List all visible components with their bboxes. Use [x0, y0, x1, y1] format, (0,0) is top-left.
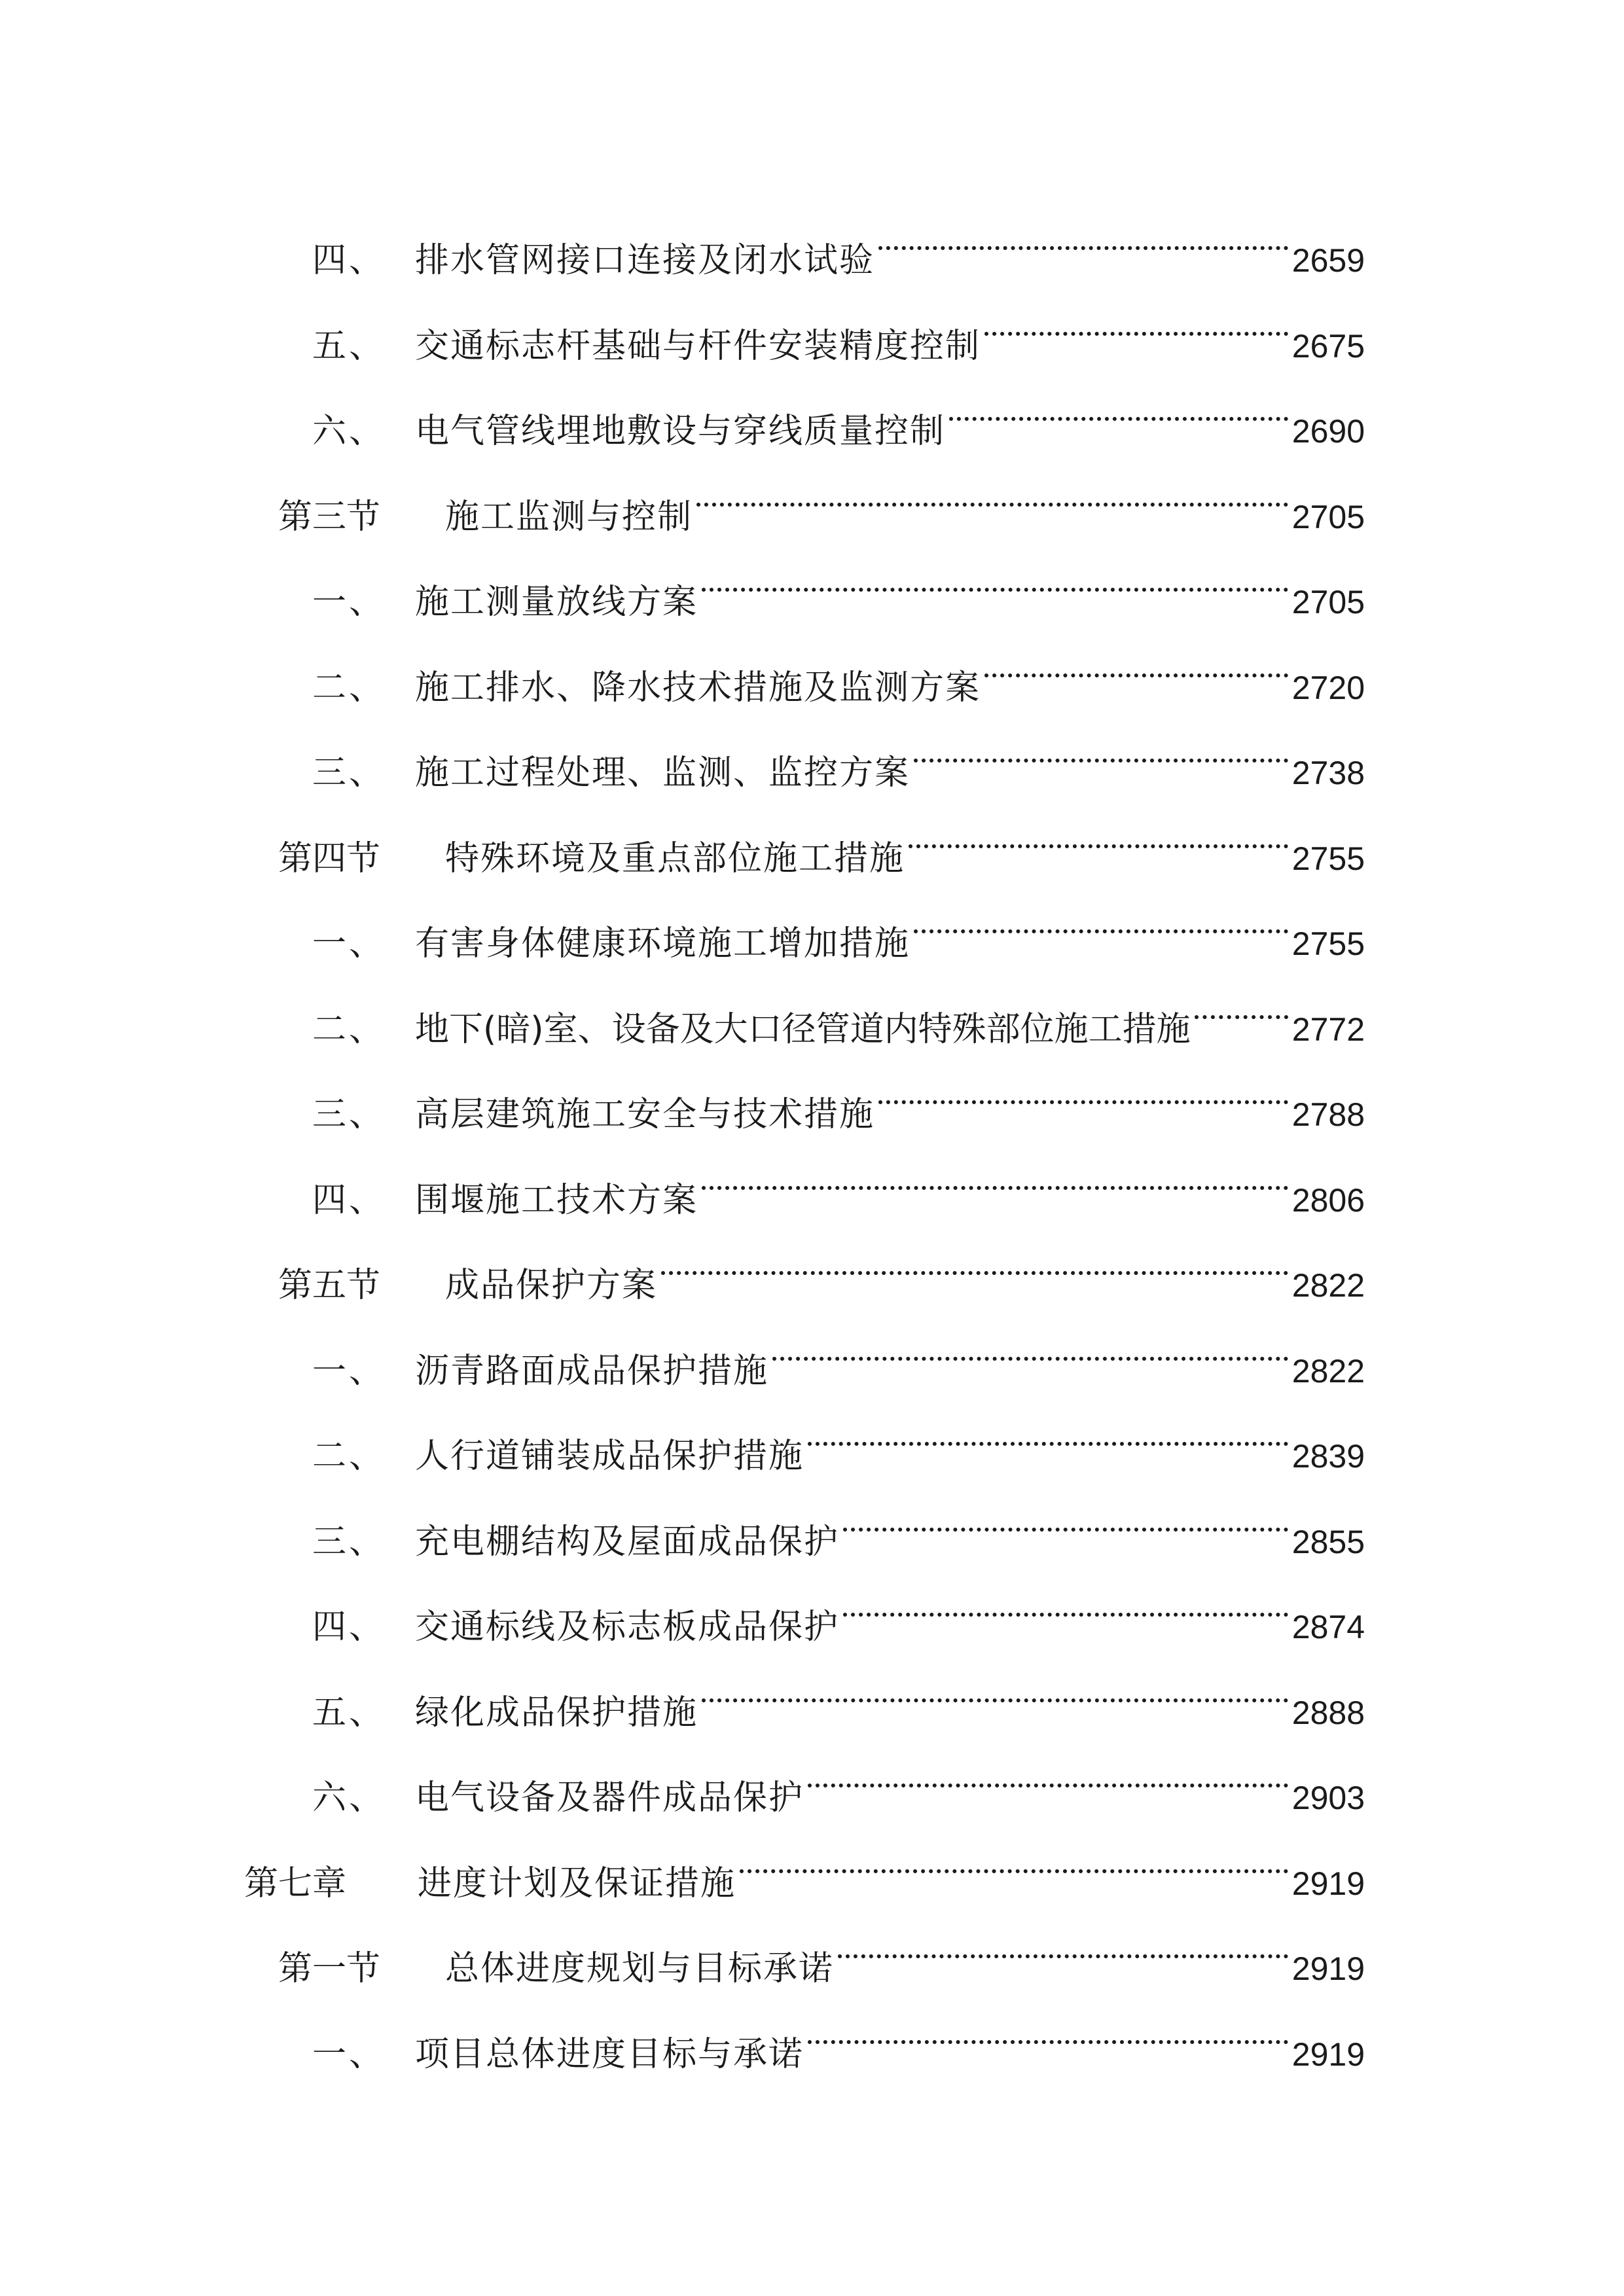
toc-entry-page-number: 2839 — [1291, 1438, 1365, 1475]
toc-dot-leader — [909, 798, 1288, 870]
toc-entry-number: 二、 — [312, 1437, 386, 1476]
toc-entry[interactable] — [0, 1566, 1624, 1647]
toc-entry[interactable] — [0, 285, 1624, 366]
toc-entry-page-number: 2675 — [1291, 327, 1365, 365]
toc-dot-leader — [808, 1737, 1288, 1809]
toc-entry[interactable] — [0, 712, 1624, 793]
toc-dot-leader — [702, 1139, 1288, 1211]
toc-entry-page-number: 2705 — [1291, 584, 1365, 620]
toc-entry-page-number: 2659 — [1291, 242, 1365, 279]
toc-entry-number: 二、 — [312, 1009, 386, 1049]
toc-entry-number: 第三节 — [278, 497, 381, 537]
toc-entry-title: 进度计划及保证措施 — [418, 1863, 736, 1903]
toc-entry-title: 交通标线及标志板成品保护 — [415, 1607, 840, 1647]
toc-entry[interactable] — [0, 1395, 1624, 1476]
toc-entry-page-number: 2788 — [1291, 1096, 1365, 1133]
toc-entry[interactable] — [0, 370, 1624, 451]
toc-entry-title: 电气管线埋地敷设与穿线质量控制 — [415, 412, 946, 451]
toc-entry[interactable] — [0, 1054, 1624, 1134]
toc-dot-leader — [702, 1652, 1288, 1724]
toc-entry-number: 三、 — [312, 753, 386, 793]
toc-entry-number: 二、 — [312, 668, 386, 708]
toc-entry-number: 六、 — [312, 412, 386, 451]
toc-entry[interactable] — [0, 1652, 1624, 1732]
toc-entry[interactable] — [0, 1994, 1624, 2074]
toc-entry-number: 六、 — [312, 1778, 386, 1818]
toc-entry-title: 高层建筑施工安全与技术措施 — [415, 1095, 875, 1134]
toc-entry[interactable] — [0, 1823, 1624, 1903]
toc-entry-page-number: 2919 — [1291, 1950, 1365, 1987]
toc-entry-number: 第一节 — [278, 1949, 381, 1988]
toc-entry-page-number: 2822 — [1291, 1267, 1365, 1304]
toc-entry-number: 四、 — [312, 1607, 386, 1647]
toc-entry[interactable] — [0, 1225, 1624, 1305]
toc-entry-number: 第五节 — [278, 1266, 381, 1305]
toc-entry[interactable] — [0, 1139, 1624, 1220]
toc-entry-page-number: 2806 — [1291, 1181, 1365, 1219]
toc-entry-number: 一、 — [312, 1351, 386, 1391]
toc-dot-leader — [808, 1994, 1288, 2066]
toc-entry-page-number: 2720 — [1291, 669, 1365, 706]
toc-entry-page-number: 2690 — [1291, 413, 1365, 450]
toc-entry-title: 交通标志杆基础与杆件安装精度控制 — [415, 326, 981, 366]
toc-entry-title: 围堰施工技术方案 — [415, 1180, 698, 1220]
toc-dot-leader — [772, 1310, 1288, 1382]
toc-entry-page-number: 2903 — [1291, 1780, 1365, 1816]
toc-entry-title: 施工监测与控制 — [445, 497, 693, 537]
toc-entry[interactable] — [0, 969, 1624, 1049]
toc-entry-page-number: 2738 — [1291, 755, 1365, 791]
toc-dot-leader — [740, 1823, 1288, 1895]
toc-entry-title: 绿化成品保护措施 — [415, 1693, 698, 1732]
toc-dot-leader — [808, 1395, 1288, 1467]
toc-dot-leader — [878, 1054, 1288, 1126]
toc-entry-number: 一、 — [312, 583, 386, 622]
toc-entry-title: 地下(暗)室、设备及大口径管道内特殊部位施工措施 — [415, 1009, 1191, 1049]
toc-entry[interactable] — [0, 541, 1624, 622]
toc-dot-leader — [843, 1481, 1288, 1553]
toc-entry-page-number: 2874 — [1291, 1609, 1365, 1645]
toc-entry-title: 沥青路面成品保护措施 — [415, 1351, 769, 1391]
toc-entry-title: 成品保护方案 — [445, 1266, 658, 1305]
toc-dot-leader — [661, 1225, 1288, 1297]
toc-entry-page-number: 2919 — [1291, 1865, 1365, 1902]
toc-entry-title: 施工过程处理、监测、监控方案 — [415, 753, 911, 793]
toc-entry-page-number: 2855 — [1291, 1523, 1365, 1560]
toc-dot-leader — [984, 627, 1288, 699]
toc-entry-title: 充电棚结构及屋面成品保护 — [415, 1522, 840, 1562]
toc-entry-number: 三、 — [312, 1095, 386, 1134]
toc-entry-number: 四、 — [312, 241, 386, 280]
toc-entry-title: 总体进度规划与目标承诺 — [445, 1949, 835, 1988]
toc-entry[interactable] — [0, 1310, 1624, 1391]
toc-entry-number: 一、 — [312, 924, 386, 963]
toc-entry-page-number: 2772 — [1291, 1011, 1365, 1048]
toc-entry-number: 五、 — [312, 326, 386, 366]
toc-dot-leader — [843, 1566, 1288, 1638]
toc-entry[interactable] — [0, 627, 1624, 708]
toc-entry-title: 人行道铺装成品保护措施 — [415, 1437, 804, 1476]
toc-entry-title: 项目总体进度目标与承诺 — [415, 2034, 804, 2074]
toc-entry-title: 施工排水、降水技术措施及监测方案 — [415, 668, 981, 708]
toc-entry-number: 三、 — [312, 1522, 386, 1562]
toc-entry[interactable] — [0, 883, 1624, 963]
toc-entry[interactable] — [0, 798, 1624, 878]
toc-dot-leader — [949, 370, 1288, 442]
toc-dot-leader — [878, 200, 1288, 272]
toc-entry[interactable] — [0, 456, 1624, 537]
toc-dot-leader — [984, 285, 1288, 357]
toc-entry-page-number: 2705 — [1291, 498, 1365, 535]
toc-entry-number: 五、 — [312, 1693, 386, 1732]
toc-dot-leader — [1195, 969, 1288, 1041]
toc-entry-title: 施工测量放线方案 — [415, 583, 698, 622]
toc-dot-leader — [696, 456, 1288, 528]
toc-dot-leader — [914, 712, 1288, 784]
toc-entry-page-number: 2888 — [1291, 1694, 1365, 1731]
toc-dot-leader — [702, 541, 1288, 613]
toc-entry-page-number: 2755 — [1291, 840, 1365, 877]
toc-entry-page-number: 2755 — [1291, 925, 1365, 962]
toc-entry[interactable] — [0, 1481, 1624, 1562]
toc-entry-number: 第四节 — [278, 838, 381, 878]
toc-entry-page-number: 2822 — [1291, 1352, 1365, 1390]
toc-entry-page-number: 2919 — [1291, 2036, 1365, 2073]
toc-entry[interactable] — [0, 200, 1624, 280]
toc-dot-leader — [914, 883, 1288, 955]
toc-entry-number: 四、 — [312, 1180, 386, 1220]
toc-entry-title: 排水管网接口连接及闭水试验 — [415, 241, 875, 280]
toc-entry-title: 电气设备及器件成品保护 — [415, 1778, 804, 1818]
toc-entry-title: 特殊环境及重点部位施工措施 — [445, 838, 905, 878]
toc-dot-leader — [838, 1908, 1288, 1980]
toc-entry[interactable] — [0, 1737, 1624, 1818]
toc-entry-number: 一、 — [312, 2034, 386, 2074]
toc-entry-number: 第七章 — [244, 1863, 347, 1903]
toc-entry-title: 有害身体健康环境施工增加措施 — [415, 924, 911, 963]
toc-entry[interactable] — [0, 1908, 1624, 1988]
